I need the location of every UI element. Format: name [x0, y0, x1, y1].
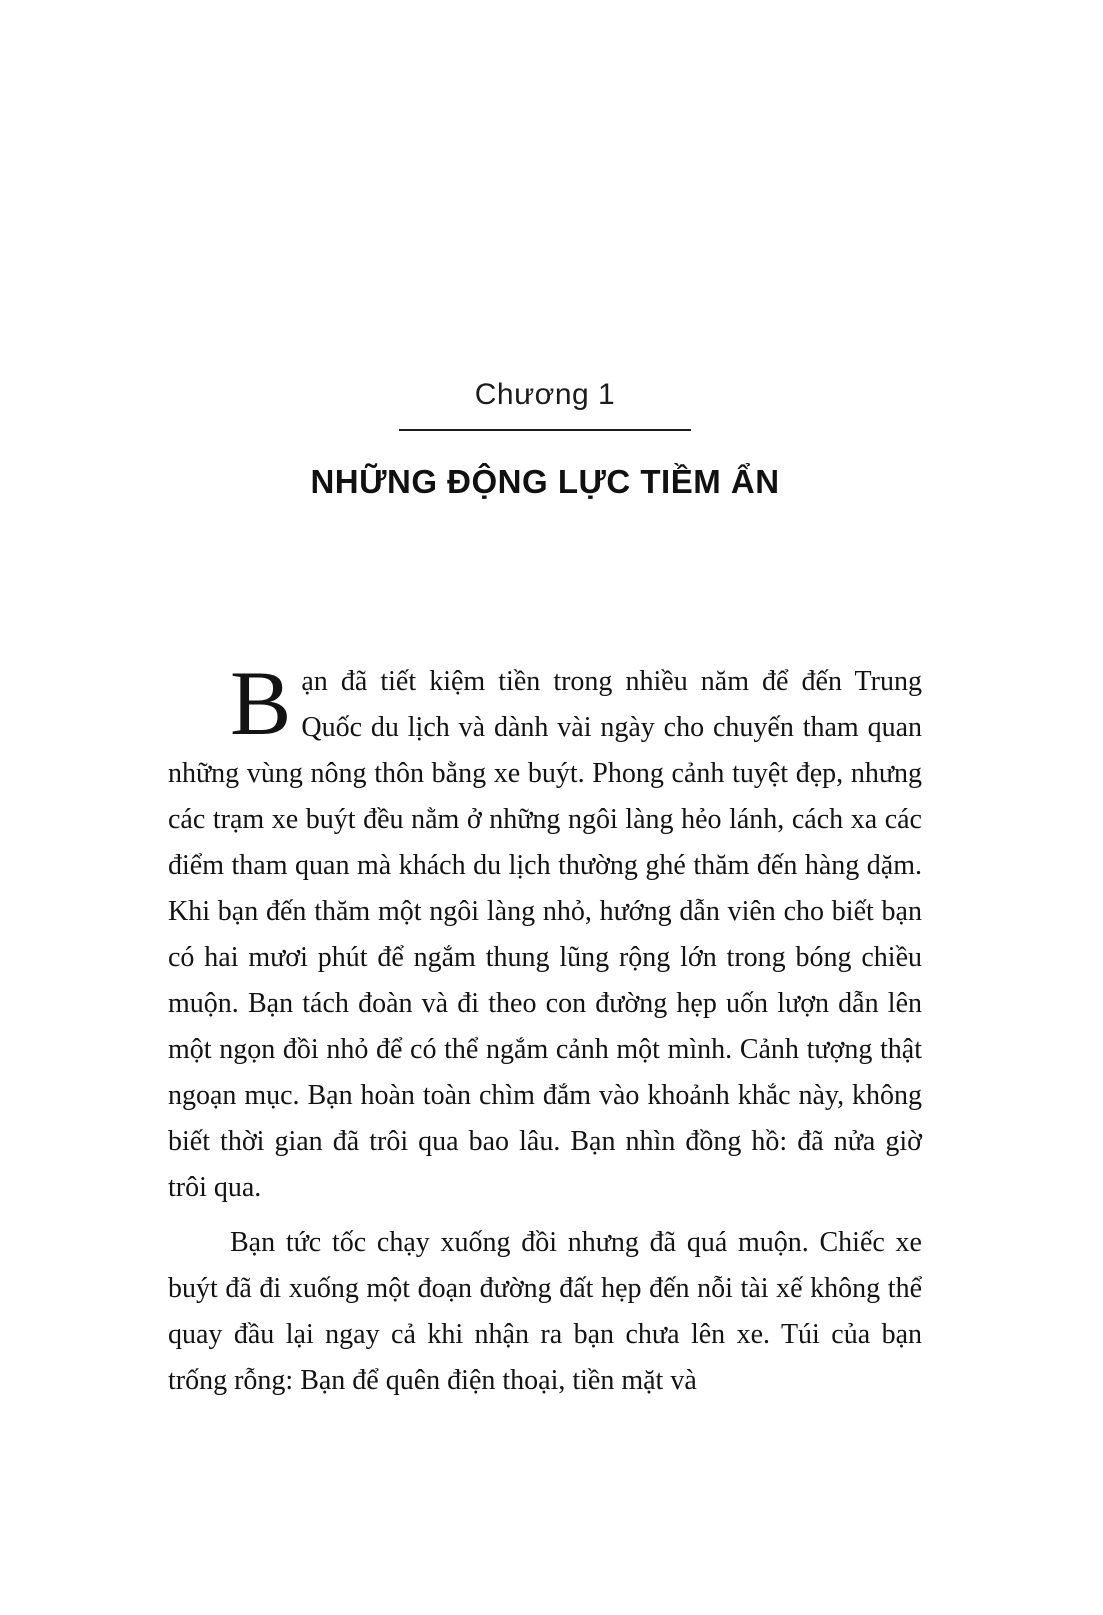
- chapter-label: Chương 1: [474, 378, 616, 411]
- chapter-divider-rule: [399, 429, 691, 431]
- body-text: [168, 652, 922, 1404]
- paragraph-1-text: ạn đã tiết kiệm tiền trong nhiều năm để đến Trung Quốc du lịch và dành vài ngày cho chuyến tham quan những vùng nông thôn bằng xe buýt. Phong cảnh tuyệt đẹp, nhưng các trạm xe buýt đều nằm ở những ngôi làng hẻo lánh, cách xa các điểm tham quan mà khách du lịch thường ghé thăm đến hàng dặm. Khi bạn đến thăm một ngôi làng nhỏ, hướng dẫn viên cho biết bạn có hai mươi phút để ngắm thung lũng rộng lớn trong bóng chiều muộn. Bạn tách đoàn và đi theo con đường hẹp uốn lượn dẫn lên một ngọn đồi nhỏ để có thể ngắm cảnh một mình. Cảnh tượng thật ngoạn mục. Bạn hoàn toàn chìm đắm vào khoảnh khắc này, không biết thời gian đã trôi qua bao lâu. Bạn nhìn đồng hồ: đã nửa giờ trôi qua.: [168, 666, 922, 1203]
- chapter-header: [168, 0, 922, 501]
- paragraph-1: [168, 652, 922, 1211]
- paragraph-2: Bạn tức tốc chạy xuống đồi nhưng đã quá muộn. Chiếc xe buýt đã đi xuống một đoạn đường đất hẹp đến nỗi tài xế không thể quay đầu lại ngay cả khi nhận ra bạn chưa lên xe. Túi của bạn trống rỗng: Bạn để quên điện thoại, tiền mặt và: [168, 1227, 922, 1396]
- drop-cap: B: [230, 652, 292, 754]
- chapter-title: NHỮNG ĐỘNG LỰC TIỀM ẨN: [310, 463, 780, 500]
- page-content: [168, 0, 922, 1615]
